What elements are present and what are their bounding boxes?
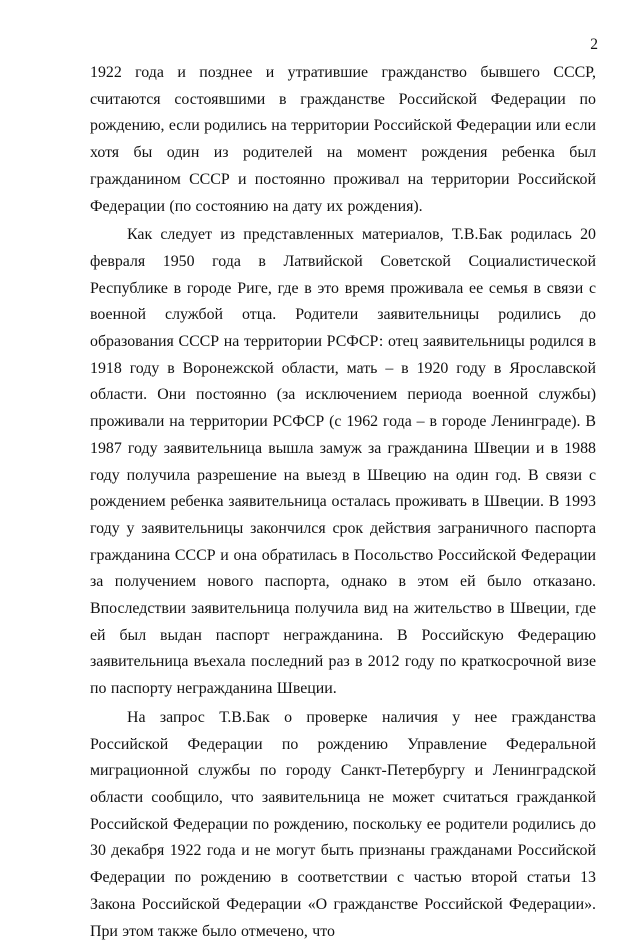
paragraph-continuation: 1922 года и позднее и утратившие гражданство бывшего СССР, считаются состоявшими в гражданстве Российской Федерации по рождению, если родились на территории Российской Федерации или если хотя бы один из родителей на момент рождения ребенка был гражданином СССР и постоянно проживал на территории Российской Федерации (по состоянию на дату их рождения). bbox=[90, 64, 596, 215]
document-body bbox=[90, 60, 596, 947]
paragraph-facts: Как следует из представленных материалов, Т.В.Бак родилась 20 февраля 1950 года в Латвийской Советской Социалистической Республике в городе Риге, где в это время проживала ее семья в связи с военной службой отца. Родители заявительницы родились до образования СССР на территории РСФСР: отец заявительницы родился в 1918 году в Воронежской области, мать – в 1920 году в Ярославской области. Они постоянно (за исключением периода военной службы) проживали на территории РСФСР (с 1962 года – в городе Ленинграде). В 1987 году заявительница вышла замуж за гражданина Швеции и в 1988 году получила разрешение на выезд в Швецию на один год. В связи с рождением ребенка заявительница осталась проживать в Швеции. В 1993 году у заявительницы закончился срок действия заграничного паспорта гражданина СССР и она обратилась в Посольство Российской Федерации за получением нового паспорта, однако в этом ей было отказано. Впоследствии заявительница получила вид на жительство в Швеции, где ей был выдан паспорт негражданина. В Российскую Федерацию заявительница въехала последний раз в 2012 году по краткосрочной визе по паспорту негражданина Швеции. bbox=[90, 226, 596, 698]
paragraph-request: На запрос Т.В.Бак о проверке наличия у нее гражданства Российской Федерации по рождению Управление Федеральной миграционной службы по городу Санкт-Петербургу и Ленинградской области сообщило, что заявительница не может считаться гражданкой Российской Федерации по рождению, поскольку ее родители родились до 30 декабря 1922 года и не могут быть признаны гражданами Российской Федерации по рождению в соответствии с частью второй статьи 13 Закона Российской Федерации «О гражданстве Российской Федерации». При этом также было отмечено, что bbox=[90, 708, 596, 940]
page-number: 2 bbox=[590, 36, 598, 53]
